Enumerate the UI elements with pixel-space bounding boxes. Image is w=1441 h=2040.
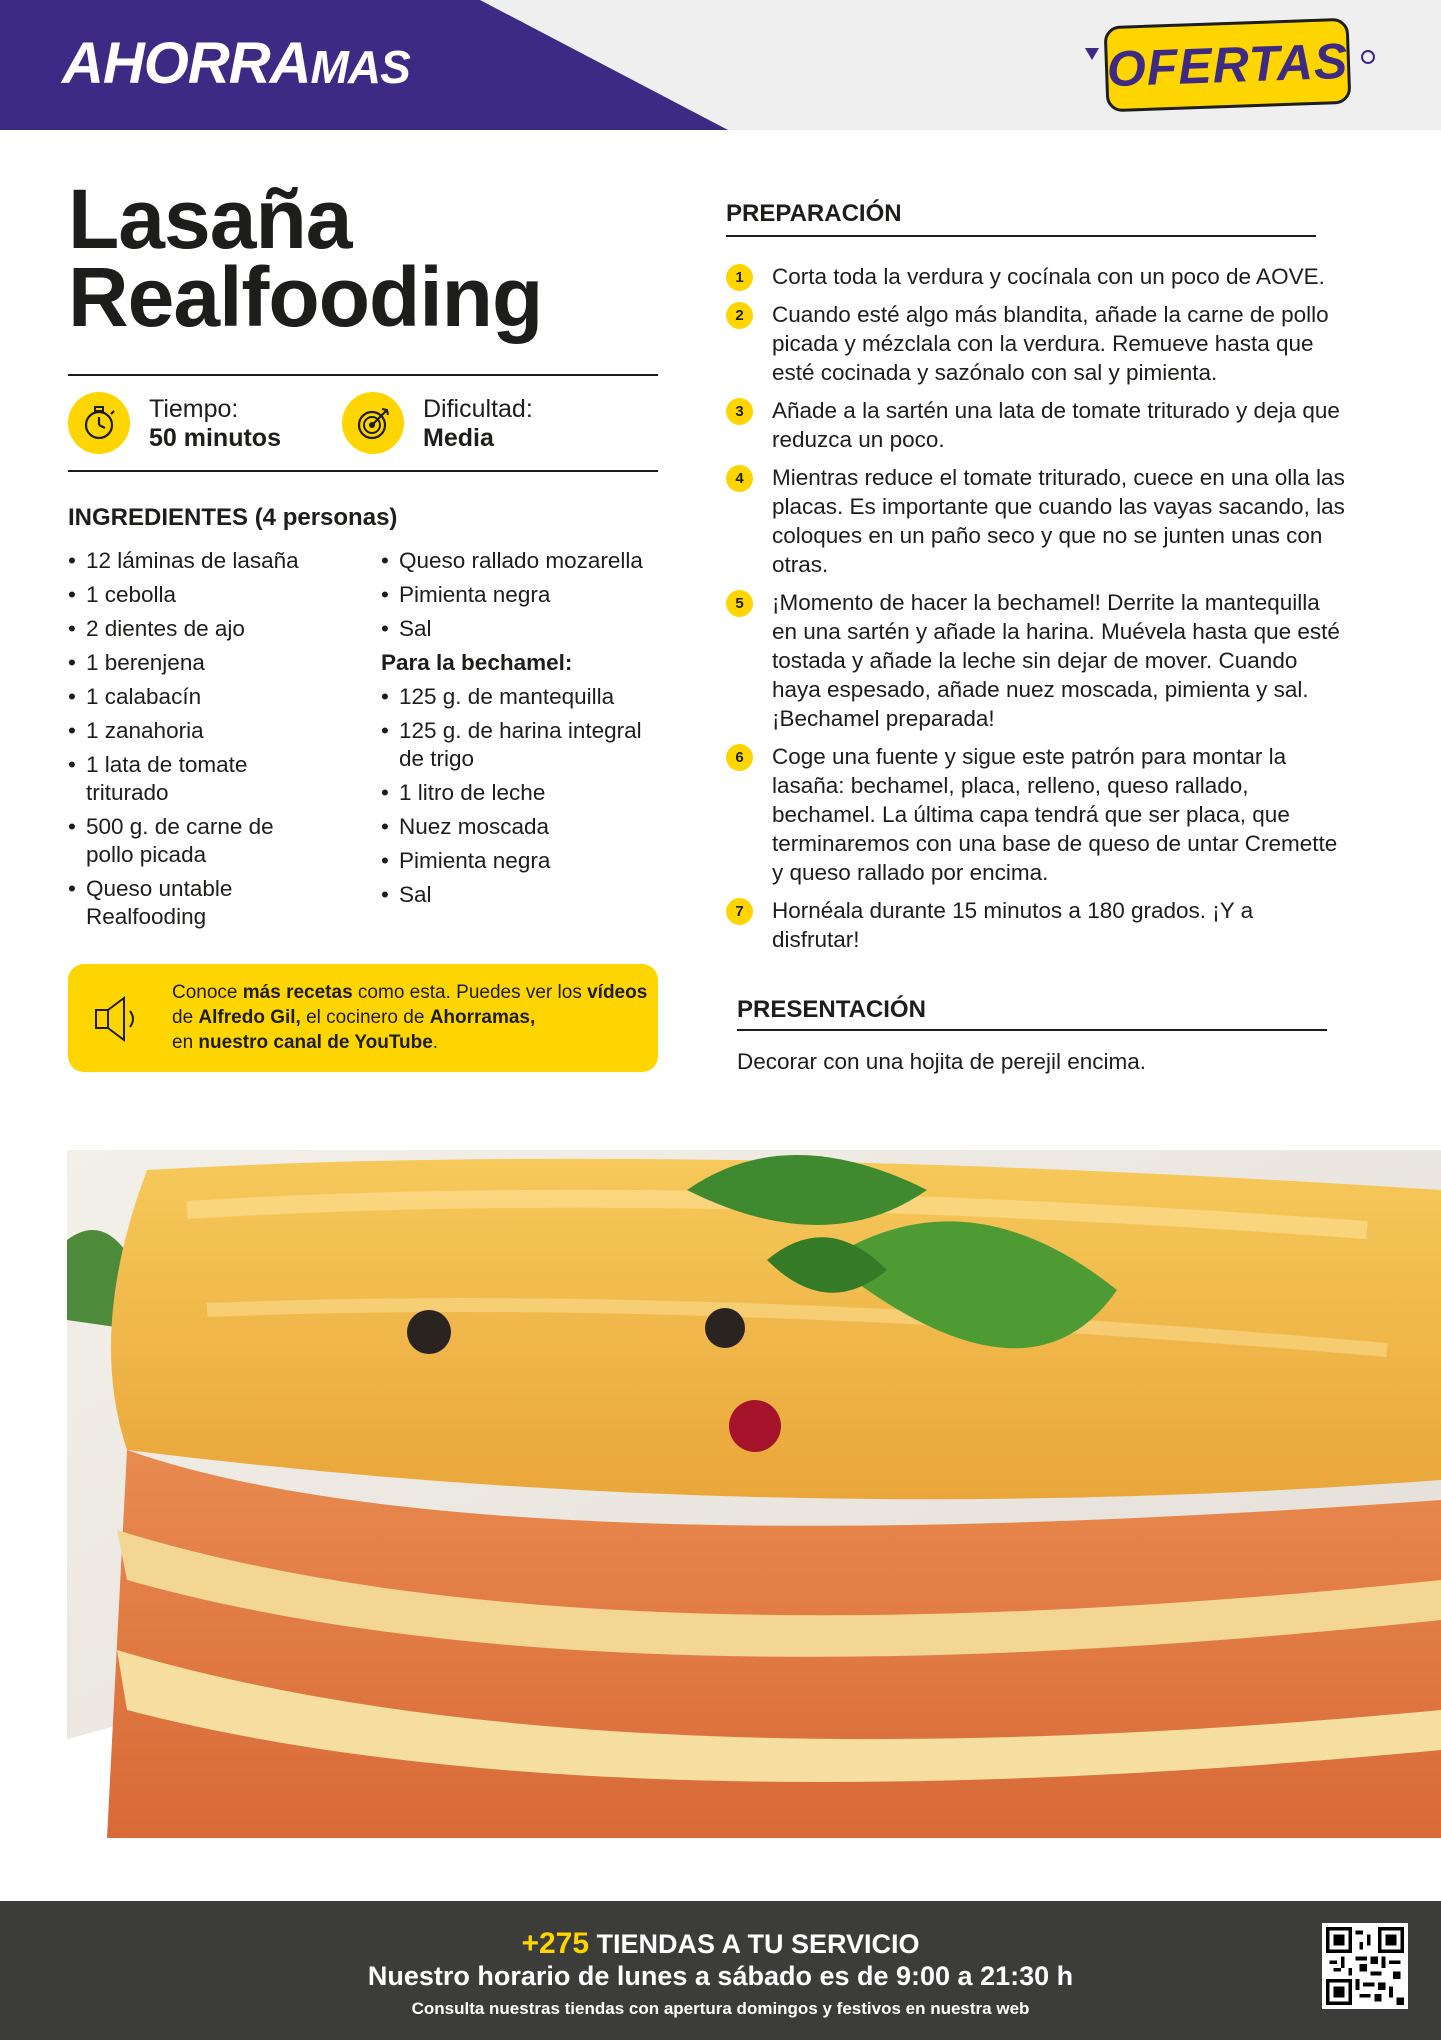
ingredient-item: • 1 lata de tomate triturado bbox=[68, 751, 323, 807]
divider bbox=[737, 1029, 1327, 1031]
promo-text-part: en bbox=[172, 1032, 199, 1053]
ingredients-heading: INGREDIENTES (4 personas) bbox=[68, 504, 398, 531]
ingredient-item: • Queso rallado mozarella bbox=[381, 547, 661, 575]
step-number-badge: 5 bbox=[726, 590, 753, 617]
promo-text-part: Conoce bbox=[172, 982, 243, 1003]
preparation-step bbox=[726, 742, 1346, 887]
stores-label: TIENDAS A TU SERVICIO bbox=[589, 1929, 920, 1959]
store-count: +275 bbox=[521, 1927, 590, 1960]
qr-code[interactable] bbox=[1322, 1923, 1408, 2009]
title-line-1: Lasaña bbox=[68, 172, 352, 266]
step-text: Coge una fuente y sigue este patrón para montar la lasaña: bechamel, placa, relleno, queso rallado, bechamel. La última capa tendrá que ser placa, que terminaremos con una base de queso de untar Cremette y queso rallado por encima. bbox=[772, 744, 1338, 885]
logo-text-main: AHORRA bbox=[62, 31, 311, 96]
speaker-icon bbox=[94, 994, 150, 1044]
title-line-2: Realfooding bbox=[68, 250, 543, 344]
step-number-badge: 1 bbox=[726, 264, 753, 291]
bechamel-ingredient-item: • 125 g. de harina integral de trigo bbox=[381, 717, 661, 773]
preparation-step bbox=[726, 588, 1346, 733]
youtube-promo-box[interactable] bbox=[68, 964, 658, 1072]
presentation-heading: PRESENTACIÓN bbox=[737, 996, 926, 1023]
ingredient-item: • Queso untable Realfooding bbox=[68, 875, 323, 931]
bechamel-ingredient-item: • Nuez moscada bbox=[381, 813, 661, 841]
promo-text-part: el cocinero de bbox=[300, 1007, 430, 1028]
promo-bold-more-recipes: más recetas bbox=[242, 982, 353, 1003]
bechamel-ingredient-item: • Pimienta negra bbox=[381, 847, 661, 875]
presentation-text: Decorar con una hojita de perejil encima. bbox=[737, 1049, 1146, 1074]
ingredients-list-2 bbox=[381, 547, 661, 643]
bechamel-ingredient-item: • 125 g. de mantequilla bbox=[381, 683, 661, 711]
ofertas-label: OFERTAS bbox=[1105, 32, 1350, 98]
promo-bold-chef: Alfredo Gil, bbox=[198, 1007, 301, 1028]
step-text: Corta toda la verdura y cocínala con un poco de AOVE. bbox=[772, 264, 1325, 289]
circle-decoration-icon bbox=[1361, 50, 1375, 64]
difficulty-label: Dificultad: bbox=[423, 395, 533, 423]
step-number-badge: 6 bbox=[726, 744, 753, 771]
bechamel-ingredient-item: • Sal bbox=[381, 881, 661, 909]
divider bbox=[68, 470, 658, 472]
ofertas-badge[interactable] bbox=[1085, 16, 1375, 116]
lasagna-photo bbox=[67, 1150, 1441, 1838]
promo-text-part: como esta. Puedes ver los bbox=[352, 982, 588, 1003]
promo-text-part: de bbox=[172, 1007, 199, 1028]
bechamel-heading: Para la bechamel: bbox=[381, 650, 573, 675]
footer bbox=[0, 1901, 1441, 2040]
step-number-badge: 3 bbox=[726, 398, 753, 425]
ingredients-list-1 bbox=[68, 547, 323, 937]
ingredient-item: • Sal bbox=[381, 615, 661, 643]
preparation-steps bbox=[726, 262, 1346, 963]
preparation-step bbox=[726, 262, 1346, 291]
stopwatch-icon bbox=[68, 392, 130, 454]
ingredient-item: • 2 dientes de ajo bbox=[68, 615, 323, 643]
time-label: Tiempo: bbox=[149, 395, 239, 423]
footer-note: Consulta nuestras tiendas con apertura domingos y festivos en nuestra web bbox=[411, 1999, 1030, 2018]
lasagna-illustration bbox=[67, 1150, 1441, 1838]
recipe-title bbox=[68, 172, 668, 344]
header bbox=[0, 0, 1441, 130]
preparation-heading: PREPARACIÓN bbox=[726, 200, 902, 227]
ingredient-item: • 1 zanahoria bbox=[68, 717, 323, 745]
footer-hours: Nuestro horario de lunes a sábado es de 9:00 a 21:30 h bbox=[367, 1961, 1074, 1991]
logo-text-second: MAS bbox=[310, 41, 410, 93]
time-value: 50 minutos bbox=[149, 424, 281, 452]
preparation-step bbox=[726, 396, 1346, 454]
ingredient-item: • 1 cebolla bbox=[68, 581, 323, 609]
step-number-badge: 4 bbox=[726, 465, 753, 492]
ingredients-column-2 bbox=[381, 547, 666, 915]
preparation-step bbox=[726, 896, 1346, 954]
youtube-channel-link[interactable]: nuestro canal de YouTube bbox=[198, 1032, 433, 1053]
footer-stores-line bbox=[0, 1927, 1441, 1961]
triangle-decoration-icon bbox=[1085, 48, 1099, 60]
step-text: Hornéala durante 15 minutos a 180 grados. ¡Y a disfrutar! bbox=[772, 898, 1254, 952]
difficulty-value: Media bbox=[423, 424, 494, 452]
ingredient-item: • 12 láminas de lasaña bbox=[68, 547, 323, 575]
target-icon bbox=[342, 392, 404, 454]
divider bbox=[68, 374, 658, 376]
step-text: Añade a la sartén una lata de tomate triturado y deja que reduzca un poco. bbox=[772, 398, 1340, 452]
step-text: Mientras reduce el tomate triturado, cuece en una olla las placas. Es importante que cuando las vayas sacando, las coloques en un paño seco y que no se junten unas con otras. bbox=[772, 465, 1345, 577]
step-text: Cuando esté algo más blandita, añade la carne de pollo picada y mézclala con la verdura. Remueve hasta que esté cocinada y sazónalo con sal y pimienta. bbox=[772, 302, 1329, 385]
bechamel-list bbox=[381, 683, 661, 909]
promo-text bbox=[172, 980, 652, 1055]
promo-bold-videos: vídeos bbox=[587, 982, 648, 1003]
step-number-badge: 7 bbox=[726, 898, 753, 925]
bechamel-ingredient-item: • 1 litro de leche bbox=[381, 779, 661, 807]
ingredient-item: • 500 g. de carne de pollo picada bbox=[68, 813, 323, 869]
promo-bold-brand: Ahorramas, bbox=[429, 1007, 536, 1028]
promo-text-part: . bbox=[432, 1032, 439, 1053]
preparation-step bbox=[726, 463, 1346, 579]
qr-code-icon bbox=[1326, 1927, 1404, 2005]
ingredient-item: • 1 calabacín bbox=[68, 683, 323, 711]
step-number-badge: 2 bbox=[726, 302, 753, 329]
divider bbox=[726, 235, 1316, 237]
ingredient-item: • Pimienta negra bbox=[381, 581, 661, 609]
preparation-step bbox=[726, 300, 1346, 387]
ofertas-button[interactable] bbox=[1104, 18, 1352, 112]
step-text: ¡Momento de hacer la bechamel! Derrite la mantequilla en una sartén y añade la harina. Muévela hasta que esté tostada y añade la leche sin dejar de mover. Cuando haya espesado, añade nuez moscada, pimienta y sal. ¡Bechamel preparada! bbox=[772, 590, 1340, 731]
ingredient-item: • 1 berenjena bbox=[68, 649, 323, 677]
ahorramas-logo[interactable] bbox=[62, 30, 410, 97]
